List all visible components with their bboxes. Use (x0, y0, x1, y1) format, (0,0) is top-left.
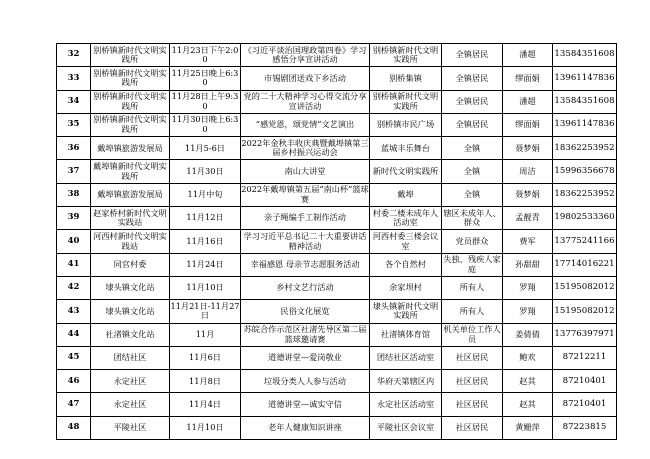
row-number-cell: 46 (57, 370, 91, 393)
contact-person-cell: 赵其 (503, 370, 553, 393)
row-number-cell: 45 (57, 346, 91, 369)
row-number-cell: 48 (57, 416, 91, 439)
contact-person-cell: 鲍欢 (503, 346, 553, 369)
activity-name-cell: 道德讲堂—诚实守信 (241, 393, 370, 416)
table-row (57, 183, 617, 206)
row-number-cell: 38 (57, 183, 91, 206)
phone-cell: 15195082012 (553, 300, 617, 323)
contact-person-cell: 聂梦娟 (503, 183, 553, 206)
table-row (57, 323, 617, 346)
audience-cell: 辖区未成年人、群众 (442, 207, 503, 230)
location-cell: 永定社区活动室 (370, 393, 442, 416)
location-cell: 华府天第辖区内 (370, 370, 442, 393)
organizer-cell: 社渚镇文化站 (91, 323, 170, 346)
audience-cell: 全镇 (442, 160, 503, 183)
contact-person-cell: 孟靓青 (503, 207, 553, 230)
table-row (57, 370, 617, 393)
phone-cell: 18362253952 (553, 137, 617, 160)
time-cell: 11月23日下午2:00 (170, 44, 241, 67)
location-cell: 余家坝村 (370, 276, 442, 299)
row-number-cell: 35 (57, 113, 91, 136)
activity-name-cell: 苏皖合作示范区社渚先导区第二届篮球邀请赛 (241, 323, 370, 346)
row-number-cell: 42 (57, 276, 91, 299)
organizer-cell: 河西村新时代文明实践站 (91, 230, 170, 253)
organizer-cell: 平陵社区 (91, 416, 170, 439)
row-number-cell: 36 (57, 137, 91, 160)
contact-person-cell: 聂梦娟 (503, 137, 553, 160)
audience-cell: 失独、残疾人家庭 (442, 253, 503, 276)
organizer-cell: 戴埠镇旅游发展局 (91, 183, 170, 206)
activity-name-cell: 2022年金秋丰收庆典暨戴埠镇第三届乡村振兴运动会 (241, 137, 370, 160)
organizer-cell: 团结社区 (91, 346, 170, 369)
contact-person-cell: 赵其 (503, 393, 553, 416)
phone-cell: 13961147836 (553, 67, 617, 90)
organizer-cell: 别桥镇新时代文明实践所 (91, 90, 170, 113)
organizer-cell: 别桥镇新时代文明实践所 (91, 44, 170, 67)
table-row (57, 300, 617, 323)
location-cell: 蓝城丰乐舞台 (370, 137, 442, 160)
contact-person-cell: 费军 (503, 230, 553, 253)
location-cell: 戴埠 (370, 183, 442, 206)
table-row (57, 207, 617, 230)
row-number-cell: 47 (57, 393, 91, 416)
audience-cell: 所有人 (442, 276, 503, 299)
row-number-cell: 39 (57, 207, 91, 230)
contact-person-cell: 缪面娟 (503, 113, 553, 136)
activity-name-cell: 市锡剧团送戏下乡活动 (241, 67, 370, 90)
phone-cell: 13584351608 (553, 44, 617, 67)
activity-name-cell: 幸福感恩 母亲节志愿服务活动 (241, 253, 370, 276)
table-row (57, 253, 617, 276)
activity-name-cell: 乡村文艺行活动 (241, 276, 370, 299)
location-cell: 河西村委三楼会议室 (370, 230, 442, 253)
time-cell: 11月24日 (170, 253, 241, 276)
location-cell: 各个自然村 (370, 253, 442, 276)
organizer-cell: 别桥镇新时代文明实践所 (91, 113, 170, 136)
activity-name-cell: 党的二十大精神学习心得交流分享宣讲活动 (241, 90, 370, 113)
organizer-cell: 赵家桥村新时代文明实践站 (91, 207, 170, 230)
time-cell: 11月中旬 (170, 183, 241, 206)
row-number-cell: 37 (57, 160, 91, 183)
activity-name-cell: 《习近平谈治国理政第四卷》学习感悟分享宣讲活动 (241, 44, 370, 67)
phone-cell: 87210401 (553, 370, 617, 393)
time-cell: 11月4日 (170, 393, 241, 416)
phone-cell: 13584351608 (553, 90, 617, 113)
phone-cell: 87210401 (553, 393, 617, 416)
organizer-cell: 埭头镇文化站 (91, 300, 170, 323)
table-row (57, 393, 617, 416)
organizer-cell: 戴埠镇新时代文明实践所 (91, 160, 170, 183)
audience-cell: 全镇居民 (442, 113, 503, 136)
phone-cell: 18362253952 (553, 183, 617, 206)
phone-cell: 13775241166 (553, 230, 617, 253)
organizer-cell: 永定社区 (91, 393, 170, 416)
location-cell: 别桥镇新时代文明实践所 (370, 90, 442, 113)
contact-person-cell: 潘超 (503, 44, 553, 67)
table-row (57, 44, 617, 67)
phone-cell: 15996356678 (553, 160, 617, 183)
table-row (57, 113, 617, 136)
table-row (57, 230, 617, 253)
contact-person-cell: 罗翔 (503, 300, 553, 323)
audience-cell: 全镇 (442, 137, 503, 160)
audience-cell: 机关单位工作人员 (442, 323, 503, 346)
table-row (57, 416, 617, 439)
row-number-cell: 44 (57, 323, 91, 346)
activity-name-cell: 亲子绳编手工制作活动 (241, 207, 370, 230)
location-cell: 平陵社区会议室 (370, 416, 442, 439)
time-cell: 11月6日 (170, 346, 241, 369)
organizer-cell: 永定社区 (91, 370, 170, 393)
table-row (57, 67, 617, 90)
phone-cell: 15195082012 (553, 276, 617, 299)
time-cell: 11月21日-11月27日 (170, 300, 241, 323)
organizer-cell: 别桥镇新时代文明实践所 (91, 67, 170, 90)
location-cell: 村委二楼未成年人活动室 (370, 207, 442, 230)
location-cell: 别桥镇新时代文明实践所 (370, 44, 442, 67)
location-cell: 社渚镇体育馆 (370, 323, 442, 346)
time-cell: 11月5-6日 (170, 137, 241, 160)
time-cell: 11月30日晚上6:30 (170, 113, 241, 136)
table-row (57, 137, 617, 160)
contact-person-cell: 周洁 (503, 160, 553, 183)
audience-cell: 社区居民 (442, 393, 503, 416)
time-cell: 11月25日晚上6:30 (170, 67, 241, 90)
row-number-cell: 40 (57, 230, 91, 253)
row-number-cell: 41 (57, 253, 91, 276)
contact-person-cell: 姜倩倩 (503, 323, 553, 346)
table-row (57, 90, 617, 113)
activity-name-cell: 道德讲堂—爱岗敬业 (241, 346, 370, 369)
time-cell: 11月28日上午9:30 (170, 90, 241, 113)
contact-person-cell: 黄姗萍 (503, 416, 553, 439)
audience-cell: 所有人 (442, 300, 503, 323)
time-cell: 11月10日 (170, 276, 241, 299)
audience-cell: 社区居民 (442, 416, 503, 439)
contact-person-cell: 潘超 (503, 90, 553, 113)
contact-person-cell: 孙甜甜 (503, 253, 553, 276)
location-cell: 别桥集镇 (370, 67, 442, 90)
activity-name-cell: “感党恩，颂党情”文艺演出 (241, 113, 370, 136)
phone-cell: 17714016221 (553, 253, 617, 276)
table-body (57, 44, 617, 440)
row-number-cell: 33 (57, 67, 91, 90)
organizer-cell: 戴埠镇旅游发展局 (91, 137, 170, 160)
location-cell: 团结社区活动室 (370, 346, 442, 369)
audience-cell: 社区居民 (442, 346, 503, 369)
audience-cell: 全镇居民 (442, 44, 503, 67)
time-cell: 11月30日 (170, 160, 241, 183)
activity-name-cell: 2022年戴埠镇第五届“南山杯”篮球赛 (241, 183, 370, 206)
phone-cell: 87223815 (553, 416, 617, 439)
row-number-cell: 32 (57, 44, 91, 67)
activity-table (56, 43, 617, 440)
location-cell: 新时代文明实践所 (370, 160, 442, 183)
organizer-cell: 埭头镇文化站 (91, 276, 170, 299)
audience-cell: 社区居民 (442, 370, 503, 393)
location-cell: 别桥镇市民广场 (370, 113, 442, 136)
row-number-cell: 34 (57, 90, 91, 113)
organizer-cell: 同官村委 (91, 253, 170, 276)
table-row (57, 160, 617, 183)
time-cell: 11月 (170, 323, 241, 346)
phone-cell: 87212211 (553, 346, 617, 369)
phone-cell: 13961147836 (553, 113, 617, 136)
phone-cell: 19802533360 (553, 207, 617, 230)
location-cell: 埭头镇新时代文明实践所 (370, 300, 442, 323)
activity-name-cell: 学习习近平总书记二十大重要讲话精神活动 (241, 230, 370, 253)
audience-cell: 全镇 (442, 183, 503, 206)
audience-cell: 党员群众 (442, 230, 503, 253)
activity-name-cell: 南山大讲堂 (241, 160, 370, 183)
time-cell: 11月16日 (170, 230, 241, 253)
activity-name-cell: 垃圾分类人人参与活动 (241, 370, 370, 393)
activity-name-cell: 老年人健康知识讲座 (241, 416, 370, 439)
time-cell: 11月10日 (170, 416, 241, 439)
audience-cell: 全镇居民 (442, 90, 503, 113)
activity-name-cell: 民俗文化展览 (241, 300, 370, 323)
time-cell: 11月12日 (170, 207, 241, 230)
phone-cell: 13776397971 (553, 323, 617, 346)
table-row (57, 346, 617, 369)
row-number-cell: 43 (57, 300, 91, 323)
table-row (57, 276, 617, 299)
audience-cell: 全镇居民 (442, 67, 503, 90)
contact-person-cell: 缪面娟 (503, 67, 553, 90)
time-cell: 11月8日 (170, 370, 241, 393)
contact-person-cell: 罗翔 (503, 276, 553, 299)
